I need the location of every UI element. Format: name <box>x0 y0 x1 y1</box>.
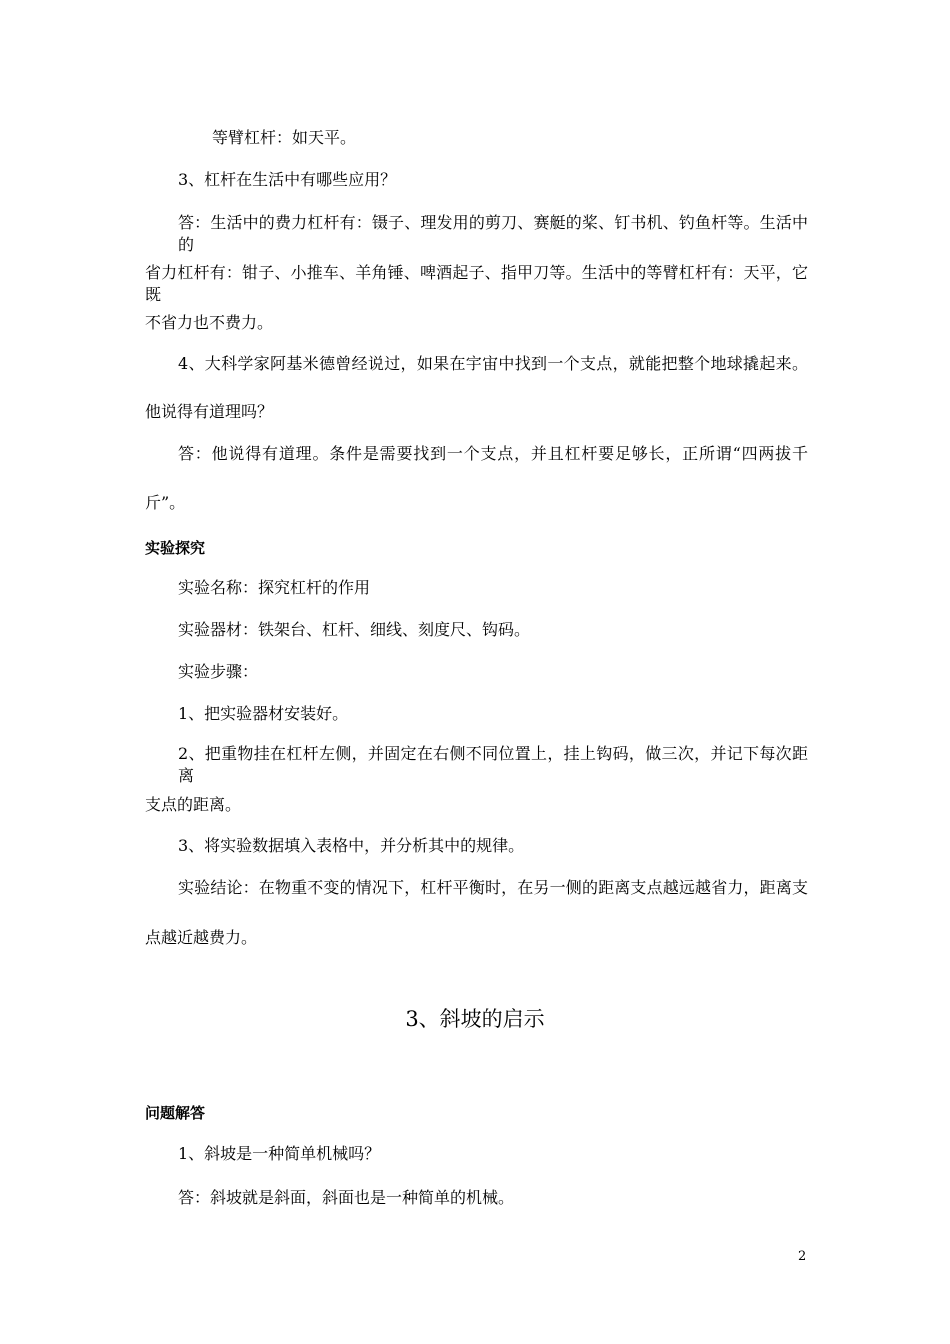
question-4-line-1: 4、大科学家阿基米德曾经说过，如果在宇宙中找到一个支点，就能把整个地球撬起来。 <box>178 354 808 373</box>
page-number: 2 <box>798 1249 807 1264</box>
answer-4-line-2: 斤”。 <box>145 493 186 512</box>
answer-3-line-1: 答：生活中的费力杠杆有：镊子、理发用的剪刀、赛艇的桨、钉书机、钓鱼杆等。生活中的 <box>178 213 808 254</box>
answer-3-line-3: 不省力也不费力。 <box>145 313 274 332</box>
experiment-materials: 实验器材：铁架台、杠杆、细线、刻度尺、钩码。 <box>178 620 531 639</box>
answer-1: 答：斜坡就是斜面，斜面也是一种简单的机械。 <box>178 1188 515 1207</box>
question-1: 1、斜坡是一种简单机械吗？ <box>178 1144 381 1163</box>
experiment-step-1: 1、把实验器材安装好。 <box>178 704 349 723</box>
experiment-conclusion-line-1: 实验结论：在物重不变的情况下，杠杆平衡时，在另一侧的距离支点越远越省力，距离支 <box>178 878 808 897</box>
answer-3-line-2: 省力杠杆有：钳子、小推车、羊角锤、啤酒起子、指甲刀等。生活中的等臂杠杆有：天平，它既 <box>145 263 808 304</box>
question-4-line-2: 他说得有道理吗？ <box>145 402 274 421</box>
lesson-title: 3、斜坡的启示 <box>405 1007 545 1031</box>
experiment-conclusion-line-2: 点越近越费力。 <box>145 928 258 947</box>
answer-4-line-1: 答：他说得有道理。条件是需要找到一个支点，并且杠杆要足够长，正所谓“四两拔千 <box>178 444 808 463</box>
text-line: 等臂杠杆：如天平。 <box>212 128 357 147</box>
experiment-step-3: 3、将实验数据填入表格中，并分析其中的规律。 <box>178 836 525 855</box>
experiment-step-2-line-1: 2、把重物挂在杠杆左侧，并固定在右侧不同位置上，挂上钩码，做三次，并记下每次距离 <box>178 744 808 785</box>
experiment-name: 实验名称：探究杠杆的作用 <box>178 578 371 597</box>
section-heading-experiment: 实验探究 <box>145 539 206 557</box>
question-3: 3、杠杆在生活中有哪些应用？ <box>178 170 397 189</box>
experiment-step-2-line-2: 支点的距离。 <box>145 795 242 814</box>
experiment-steps-label: 实验步骤： <box>178 662 259 681</box>
section-heading-questions: 问题解答 <box>145 1104 206 1122</box>
